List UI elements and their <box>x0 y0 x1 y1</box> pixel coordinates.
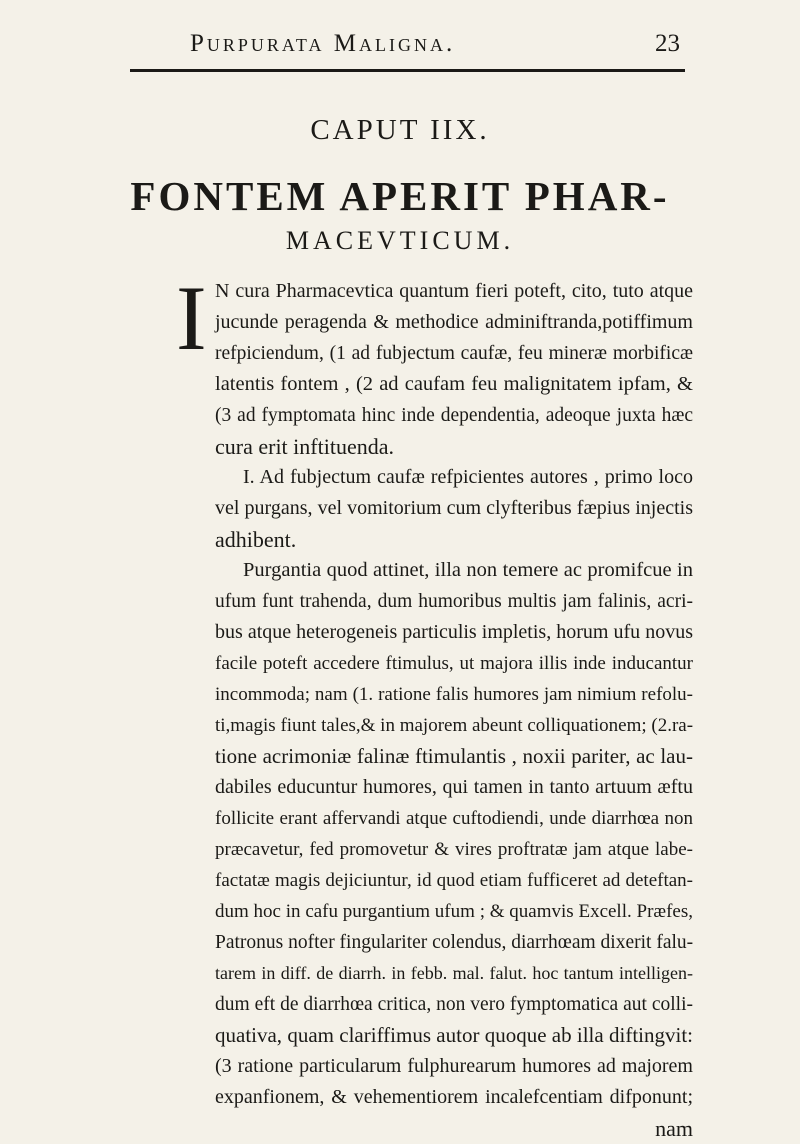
chapter-heading-line-1: FONTEM APERIT PHAR- <box>130 173 670 219</box>
text-line: vel purgans, vel vomitorium cum clyfteribus fæpius injectis <box>215 497 693 519</box>
text-line: dum eft de diarrhœa critica, non vero fymptomatica aut colli- <box>215 994 693 1015</box>
text-line: dum hoc in cafu purgantium ufum ; & quamvis Excell. Præfes, <box>215 901 693 922</box>
text-line: factatæ magis dejiciuntur, id quod etiam fufficeret ad deteftan- <box>215 870 693 891</box>
catchword: nam <box>655 1116 693 1141</box>
text-line: cura erit inftituenda. <box>215 434 394 459</box>
running-head-title: Purpurata Maligna. <box>190 30 456 57</box>
text-line: quativa, quam clariffimus autor quoque ab illa diftingvit: <box>215 1023 693 1047</box>
page-number: 23 <box>655 30 680 57</box>
chapter-heading-line-2: MACEVTICUM. <box>285 226 515 255</box>
text-line: I. Ad fubjectum caufæ refpicientes autores , primo loco <box>243 466 693 488</box>
text-line: (3 ratione particularum fulphurearum humores ad majorem <box>215 1055 693 1077</box>
header-rule <box>130 69 685 72</box>
text-line: tione acrimoniæ falinæ ftimulantis , noxii pariter, ac lau- <box>215 744 693 768</box>
text-line: latentis fontem , (2 ad caufam feu malignitatem ipfam, & <box>215 373 693 395</box>
text-line: follicite erant affervandi atque cuftodiendi, unde diarrhœa non <box>215 808 693 829</box>
text-line: refpiciendum, (1 ad fubjectum caufæ, feu mineræ morbificæ <box>215 343 693 364</box>
text-line: dabiles educuntur humores, qui tamen in tanto artuum æftu <box>215 776 693 798</box>
text-line: tarem in diff. de diarrh. in febb. mal. falut. hoc tantum intelligen- <box>215 963 693 983</box>
text-line: præcavetur, fed promovetur & vires proftratæ jam atque labe- <box>215 839 693 860</box>
text-line: Purgantia quod attinet, illa non temere ac promifcue in <box>243 559 693 581</box>
text-line: facile poteft accedere ftimulus, ut majora illis inde inducantur <box>215 653 693 674</box>
text-line: N cura Pharmacevtica quantum fieri poteft, cito, tuto atque <box>215 280 693 302</box>
text-line: adhibent. <box>215 527 297 552</box>
drop-cap: I <box>176 267 207 369</box>
text-line: (3 ad fymptomata hinc inde dependentia, adeoque juxta hæc <box>215 405 693 426</box>
text-line: incommoda; nam (1. ratione falis humores jam nimium refolu- <box>215 684 693 705</box>
text-line: bus atque heterogeneis particulis impletis, horum ufu novus <box>215 621 693 643</box>
text-line: jucunde peragenda & methodice adminiftranda,potiffimum <box>215 311 693 333</box>
body-text <box>215 276 693 1144</box>
text-line: expanfionem, & vehementiorem incalefcentiam difponunt; <box>215 1086 693 1108</box>
chapter-title: CAPUT IIX. <box>310 114 490 146</box>
text-line: Patronus nofter fingulariter colendus, diarrhœam dixerit falu- <box>215 932 694 953</box>
text-line: ti,magis fiunt tales,& in majorem abeunt colliquationem; (2.ra- <box>215 715 694 736</box>
text-line: ufum funt trahenda, dum humoribus multis jam falinis, acri- <box>215 591 693 612</box>
running-head <box>190 30 680 58</box>
